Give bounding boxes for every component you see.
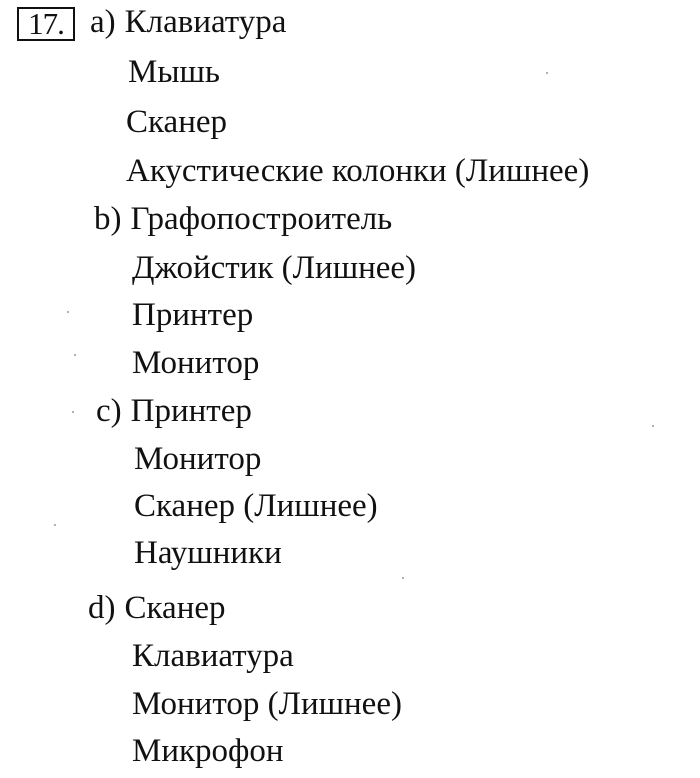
list-item: Джойстик (Лишнее) [132, 250, 417, 286]
scan-speck [402, 577, 404, 579]
group-c-first-line [96, 393, 252, 429]
list-item: Клавиатура [124, 4, 287, 40]
scan-speck [652, 425, 654, 427]
scan-speck [67, 311, 69, 313]
list-item: Микрофон [132, 733, 284, 769]
list-item: Графопостроитель [130, 201, 393, 237]
group-d-first-line [88, 590, 226, 626]
group-marker-d: d) [88, 590, 116, 626]
group-marker-c: c) [96, 393, 122, 429]
list-item: Монитор [132, 345, 260, 381]
scan-speck [72, 411, 74, 413]
scan-speck [546, 72, 548, 74]
group-b-first-line [94, 201, 392, 237]
scan-speck [74, 354, 76, 356]
list-item: Клавиатура [132, 638, 294, 674]
list-item: Сканер (Лишнее) [134, 488, 378, 524]
list-item: Акустические колонки (Лишнее) [126, 153, 590, 189]
group-marker-b: b) [94, 201, 122, 237]
list-item: Принтер [130, 393, 252, 429]
list-item: Сканер [124, 590, 226, 626]
list-item: Мышь [128, 54, 220, 90]
list-item: Наушники [134, 535, 282, 571]
scan-speck [54, 524, 56, 526]
list-item: Монитор [134, 441, 262, 477]
exercise-number-box: 17. [17, 7, 75, 41]
group-a-first-line [90, 4, 286, 40]
group-marker-a: a) [90, 4, 116, 40]
list-item: Монитор (Лишнее) [132, 686, 402, 722]
list-item: Принтер [132, 297, 254, 333]
list-item: Сканер [126, 104, 227, 140]
